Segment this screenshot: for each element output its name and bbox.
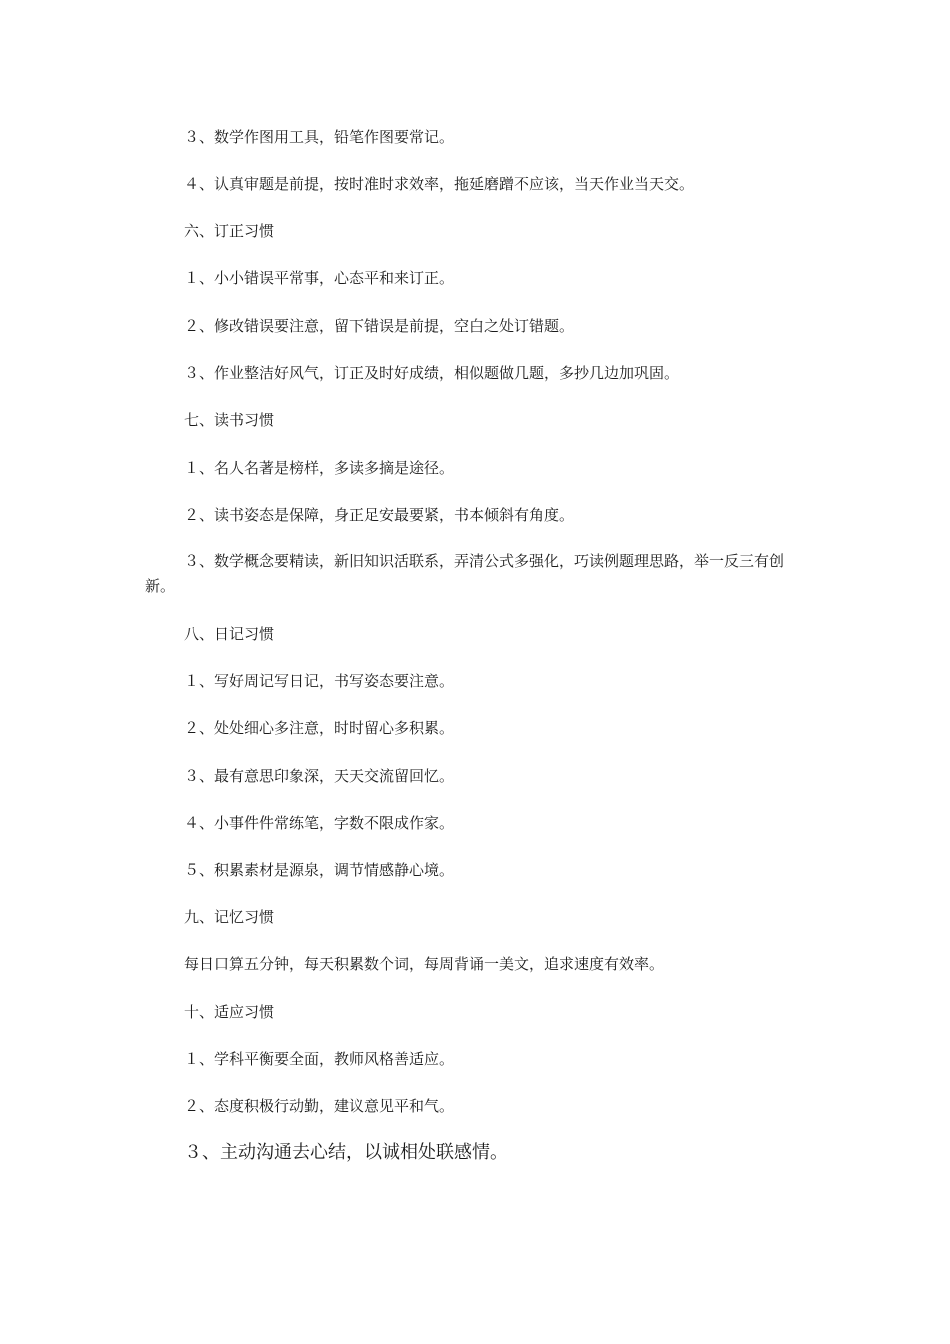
section-heading-memory: 九、记忆习惯 [184,908,275,926]
paragraph-correction-3: ３、作业整洁好风气，订正及时好成绩，相似题做几题，多抄几边加巩固。 [184,364,680,382]
paragraph-review-questions: ４、认真审题是前提，按时准时求效率，拖延磨蹭不应该，当天作业当天交。 [184,175,695,193]
paragraph-correction-1: １、小小错误平常事，心态平和来订正。 [184,269,455,287]
paragraph-adaptation-1: １、学科平衡要全面，教师风格善适应。 [184,1050,455,1068]
paragraph-memory: 每日口算五分钟，每天积累数个词，每周背诵一美文，追求速度有效率。 [184,955,665,973]
paragraph-reading-2: ２、读书姿态是保障，身正足安最要紧，书本倾斜有角度。 [184,506,575,524]
paragraph-reading-3: ３、数学概念要精读，新旧知识活联系，弄清公式多强化，巧读例题理思路，举一反三有创新。 [145,552,785,595]
paragraph-diary-4: ４、小事件件常练笔，字数不限成作家。 [184,814,455,832]
paragraph-reading-1: １、名人名著是榜样，多读多摘是途径。 [184,459,455,477]
section-heading-adaptation: 十、适应习惯 [184,1003,275,1021]
section-heading-diary: 八、日记习惯 [184,625,275,643]
paragraph-diary-1: １、写好周记写日记，书写姿态要注意。 [184,672,455,690]
section-heading-reading: 七、读书习惯 [184,411,275,429]
paragraph-diary-3: ３、最有意思印象深，天天交流留回忆。 [184,767,455,785]
paragraph-diary-2: ２、处处细心多注意，时时留心多积累。 [184,719,455,737]
paragraph-diary-5: ５、积累素材是源泉，调节情感静心境。 [184,861,455,879]
paragraph-math-drawing-tools: ３、数学作图用工具，铅笔作图要常记。 [184,128,455,146]
paragraph-adaptation-3: ３、主动沟通去心结，以诚相处联感情。 [184,1142,508,1163]
section-heading-correction: 六、订正习惯 [184,222,275,240]
paragraph-correction-2: ２、修改错误要注意，留下错误是前提，空白之处订错题。 [184,317,575,335]
paragraph-adaptation-2: ２、态度积极行动勤，建议意见平和气。 [184,1097,455,1115]
